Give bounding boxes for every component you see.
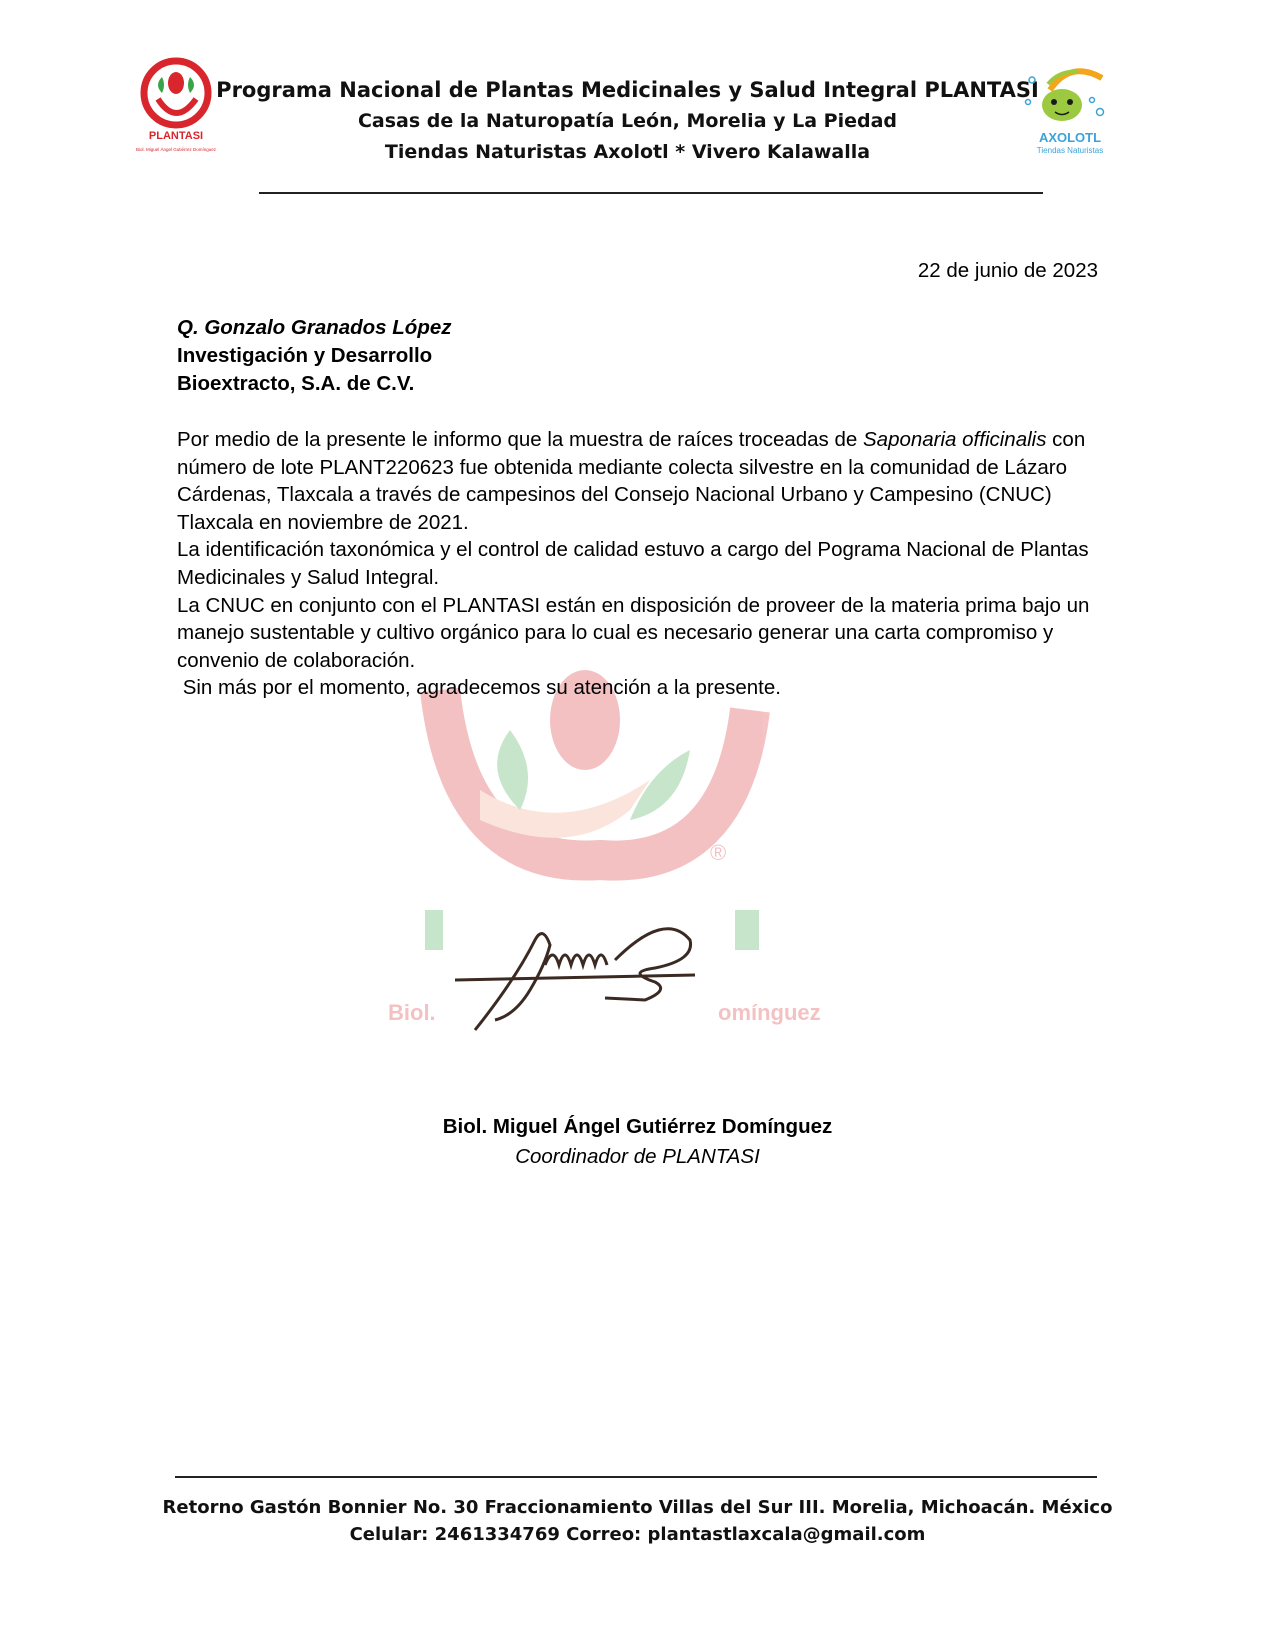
signatory-role: Coordinador de PLANTASI bbox=[515, 1145, 760, 1168]
header-subtitle-2: Tiendas Naturistas Axolotl * Vivero Kalawalla bbox=[384, 141, 871, 163]
recipient-block bbox=[177, 314, 452, 398]
plantasi-logo-subtitle: Biol. Miguel Ángel Gutiérrez Domínguez bbox=[135, 147, 217, 152]
letter-body bbox=[177, 426, 1095, 702]
header-subtitle: Casas de la Naturopatía León, Morelia y La Piedad bbox=[357, 110, 898, 132]
watermark-text-right: omínguez bbox=[718, 1000, 821, 1025]
header-title: Programa Nacional de Plantas Medicinales y Salud Integral PLANTASI bbox=[216, 78, 1039, 102]
handwritten-signature bbox=[455, 920, 715, 1035]
footer-contact: Celular: 2461334769 Correo: plantastlaxcala@gmail.com bbox=[349, 1524, 926, 1545]
watermark-registered: ® bbox=[710, 840, 727, 865]
recipient-name: Q. Gonzalo Granados López bbox=[177, 316, 452, 339]
axolotl-logo bbox=[1020, 60, 1120, 160]
body-paragraph-3: La CNUC en conjunto con el PLANTASI están en disposición de proveer de la materia prima bajo un manejo sustentable y cultivo orgánico para lo cual es necesario generar una carta compromiso y convenio de colaboración. bbox=[177, 593, 1090, 672]
axolotl-logo-subtitle: Tiendas Naturistas bbox=[1036, 146, 1104, 155]
axolotl-logo-title: AXOLOTL bbox=[1038, 130, 1102, 145]
species-name: Saponaria officinalis bbox=[863, 428, 1047, 451]
p1-text: Por medio de la presente le informo que la muestra de raíces troceadas de bbox=[177, 428, 863, 451]
plantasi-logo-title: PLANTASI bbox=[148, 130, 204, 142]
signatory-name: Biol. Miguel Ángel Gutiérrez Domínguez bbox=[442, 1115, 833, 1138]
body-paragraph-2: La identificación taxonómica y el control de calidad estuvo a cargo del Pograma Nacional de Plantas Medicinales y Salud Integral. bbox=[177, 538, 1089, 589]
body-paragraph-4: Sin más por el momento, agradecemos su atención a la presente. bbox=[177, 676, 781, 700]
footer-divider bbox=[175, 1476, 1097, 1478]
recipient-company: Bioextracto, S.A. de C.V. bbox=[177, 372, 415, 395]
footer-address: Retorno Gastón Bonnier No. 30 Fraccionamiento Villas del Sur III. Morelia, Michoacán. México bbox=[162, 1497, 1113, 1518]
recipient-department: Investigación y Desarrollo bbox=[177, 344, 433, 367]
p1-text-cont: con número de lote PLANT220623 fue obtenida mediante colecta silvestre en la comunidad de Lázaro Cárdenas, Tlaxcala a través de campesinos del Consejo Nacional Urbano y Campesino (CNUC) Tlaxcala en noviembre de 2021. bbox=[177, 428, 1086, 534]
header-divider bbox=[259, 192, 1043, 194]
watermark-text-left: Biol. bbox=[388, 1000, 436, 1025]
letter-date: 22 de junio de 2023 bbox=[917, 259, 1098, 282]
body-paragraph-1 bbox=[177, 426, 1095, 536]
